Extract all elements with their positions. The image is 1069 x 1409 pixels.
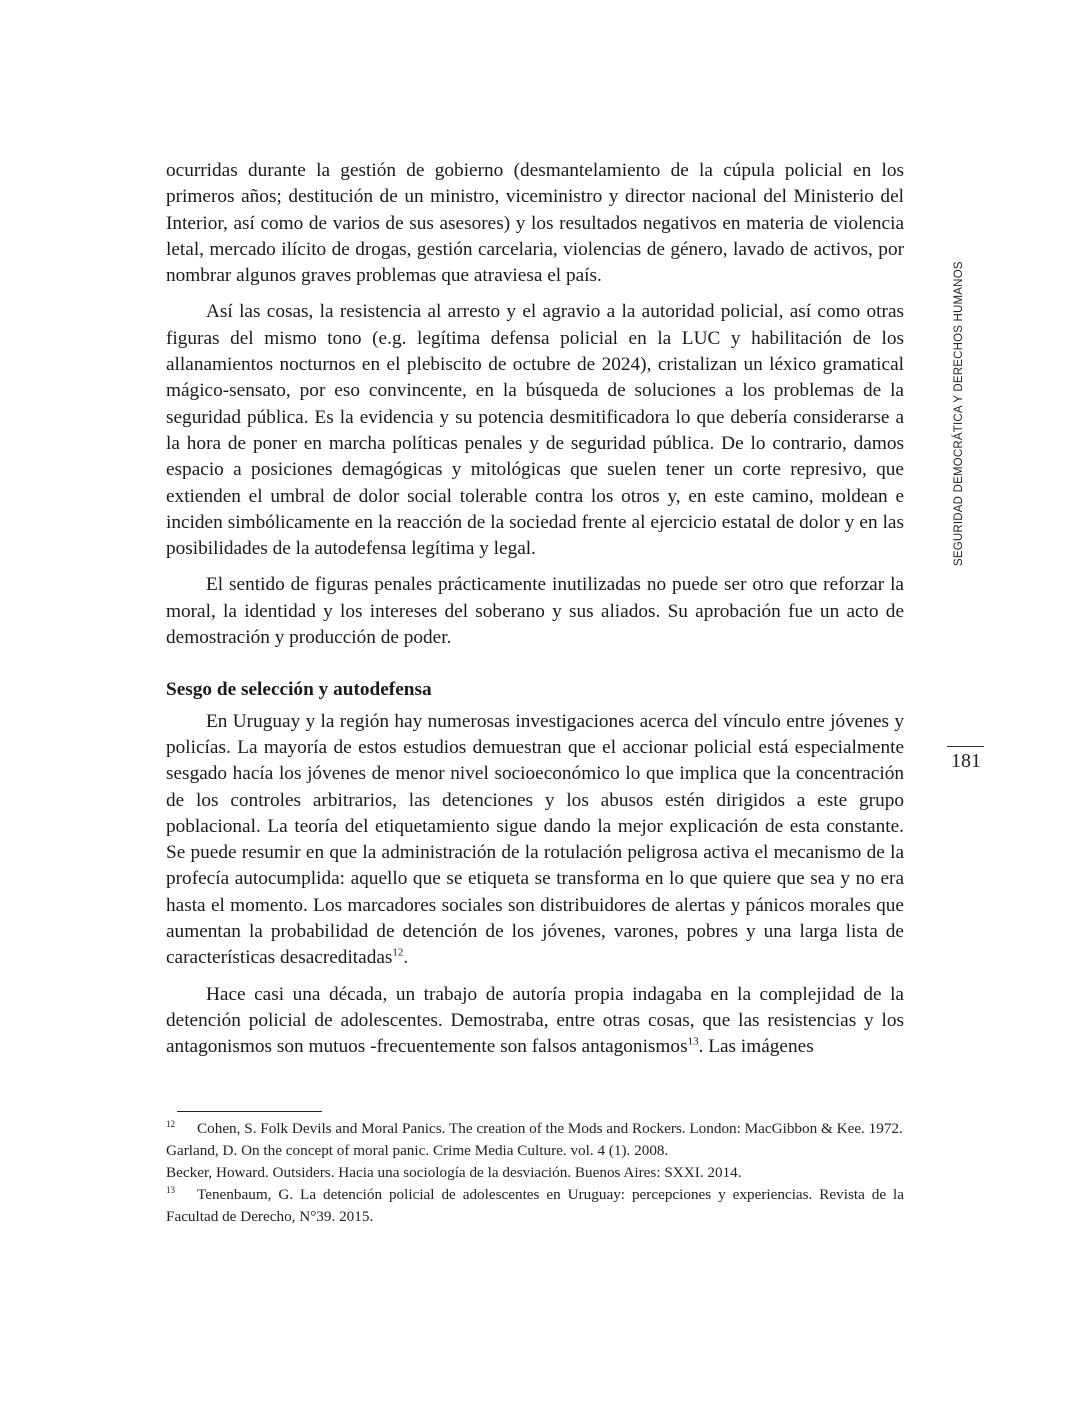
footnote xyxy=(166,1118,904,1140)
footnote xyxy=(166,1184,904,1228)
paragraph: El sentido de figuras penales prácticamente inutilizadas no puede ser otro que reforzar la moral, la identidad y los intereses del soberano y sus aliados. Su aprobación fue un acto de demostración y producción de poder. xyxy=(166,574,904,649)
footnote-text: Cohen, S. Folk Devils and Moral Panics. The creation of the Mods and Rockers. London: MacGibbon & Kee. 1972. xyxy=(197,1120,903,1137)
footnote-mark: 13 xyxy=(166,1184,175,1195)
footnote-separator xyxy=(177,1111,322,1112)
footnote-text: Tenenbaum, G. La detención policial de adolescentes en Uruguay: percepciones y experiencias. Revista de la Facultad de Derecho, N°39. 2015. xyxy=(166,1186,904,1225)
footnote-ref: 13 xyxy=(687,1035,699,1048)
page-number-rule xyxy=(947,746,984,747)
page-number: 181 xyxy=(951,750,981,772)
paragraph xyxy=(166,709,904,972)
footnote-continuation: Garland, D. On the concept of moral panic. Crime Media Culture. vol. 4 (1). 2008. xyxy=(166,1142,669,1159)
footnotes xyxy=(166,1118,904,1228)
paragraph-end: . xyxy=(403,947,409,969)
paragraph: ocurridas durante la gestión de gobierno (desmantelamiento de la cúpula policial en los primeros años; destitución de un ministro, viceministro y director nacional del Ministerio del Interior, así como de varios de sus asesores) y los resultados negativos en materia de violencia letal, mercado ilícito de drogas, gestión carcelaria, violencias de género, lavado de activos, por nombrar algunos graves problemas que atraviesa el país. xyxy=(166,160,904,287)
paragraph-text: Hace casi una década, un trabajo de autoría propia indagaba en la complejidad de la detención policial de adolescentes. Demostraba, entre otras cosas, que las resistencias y los antagonismos son mutuos -frecuentemente son falsos antagonismos xyxy=(166,983,904,1058)
paragraph-end: . Las imágenes xyxy=(698,1036,814,1058)
footnote-continuation: Becker, Howard. Outsiders. Hacia una sociología de la desviación. Buenos Aires: SXXI. 2014. xyxy=(166,1164,742,1181)
paragraph: Así las cosas, la resistencia al arresto y el agravio a la autoridad policial, así como otras figuras del mismo tono (e.g. legítima defensa policial en la LUC y habilitación de los allanamientos nocturnos en el plebiscito de octubre de 2024), cristalizan un léxico gramatical mágico-sensato, por eso convincente, en la búsqueda de soluciones a los problemas de la seguridad pública. Es la evidencia y su potencia desmitificadora lo que debería considerarse a la hora de poner en marcha políticas penales y de seguridad pública. De lo contrario, damos espacio a posiciones demagógicas y mitológicas que suelen tener un corte represivo, que extienden el umbral de dolor social tolerable contra los otros y, en este camino, moldean e inciden simbólicamente en la reacción de la sociedad frente al ejercicio estatal de dolor y en las posibilidades de la autodefensa legítima y legal. xyxy=(166,301,904,560)
body-text xyxy=(166,158,904,1071)
running-header-text: SEGURIDAD DEMOCRÁTICA Y DERECHOS HUMANOS xyxy=(953,261,965,566)
paragraph xyxy=(166,982,904,1061)
footnote-ref: 12 xyxy=(392,946,404,959)
running-header xyxy=(950,248,968,566)
footnote-mark: 12 xyxy=(166,1118,175,1129)
paragraph-text: En Uruguay y la región hay numerosas investigaciones acerca del vínculo entre jóvenes y policías. La mayoría de estos estudios demuestran que el accionar policial está especialmente sesgado hacía los jóvenes de menor nivel socioeconómico lo que implica que la concentración de los controles arbitrarios, las detenciones y los abusos estén dirigidos a este grupo poblacional. La teoría del etiquetamiento sigue dando la mejor explicación de esta constante. Se puede resumir en que la administración de la rotulación peligrosa activa el mecanismo de la profecía autocumplida: aquello que se etiqueta se transforma en lo que quiere que sea y no era hasta el momento. Los marcadores sociales son distribuidores de alertas y pánicos morales que aumentan la probabilidad de detención de los jóvenes, varones, pobres y una larga lista de características desacreditadas xyxy=(166,710,904,969)
section-heading: Sesgo de selección y autodefensa xyxy=(166,679,432,701)
